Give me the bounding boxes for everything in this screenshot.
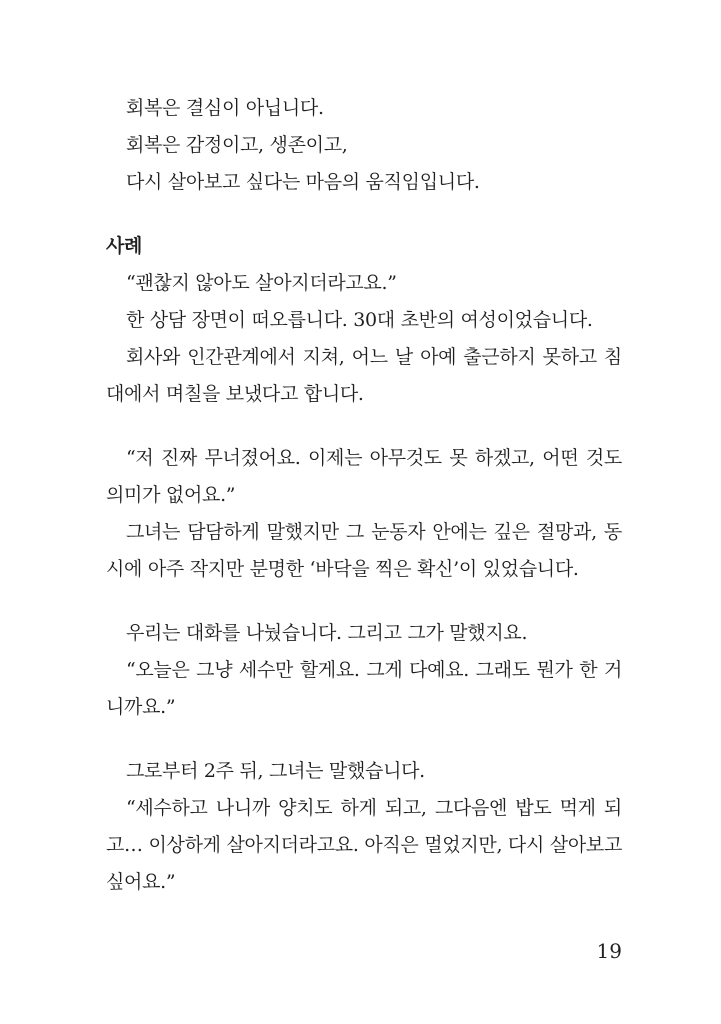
body-paragraph: 회사와 인간관계에서 지쳐, 어느 날 아예 출근하지 못하고 침대에서 며칠을 보냈다고 합니다. bbox=[106, 346, 622, 405]
body-paragraph: “오늘은 그냥 세수만 할게요. 그게 다예요. 그래도 뭔가 한 거니까요.” bbox=[106, 659, 622, 718]
page-number: 19 bbox=[596, 939, 622, 963]
body-paragraph: 회복은 결심이 아닙니다. bbox=[125, 97, 324, 119]
body-paragraph: “괜찮지 않아도 살아지더라고요.” bbox=[125, 272, 397, 294]
body-paragraph: 다시 살아보고 싶다는 마음의 움직임입니다. bbox=[125, 171, 480, 193]
body-paragraph: 한 상담 장면이 떠오릅니다. 30대 초반의 여성이었습니다. bbox=[125, 309, 593, 331]
section-heading: 사례 bbox=[106, 235, 143, 257]
body-paragraph: 그녀는 담담하게 말했지만 그 눈동자 안에는 깊은 절망과, 동시에 아주 작지만 분명한 ‘바닥을 찍은 확신’이 있었습니다. bbox=[106, 521, 622, 580]
body-paragraph: “세수하고 나니까 양치도 하게 되고, 그다음엔 밥도 먹게 되고… 이상하게 살아지더라고요. 아직은 멀었지만, 다시 살아보고 싶어요.” bbox=[106, 797, 622, 893]
body-paragraph: 그로부터 2주 뒤, 그녀는 말했습니다. bbox=[125, 760, 425, 782]
body-paragraph: “저 진짜 무너졌어요. 이제는 아무것도 못 하겠고, 어떤 것도 의미가 없어요.” bbox=[106, 447, 622, 506]
body-paragraph: 회복은 감정이고, 생존이고, bbox=[125, 134, 348, 156]
page-body bbox=[106, 90, 622, 901]
body-paragraph: 우리는 대화를 나눴습니다. 그리고 그가 말했지요. bbox=[125, 622, 528, 644]
